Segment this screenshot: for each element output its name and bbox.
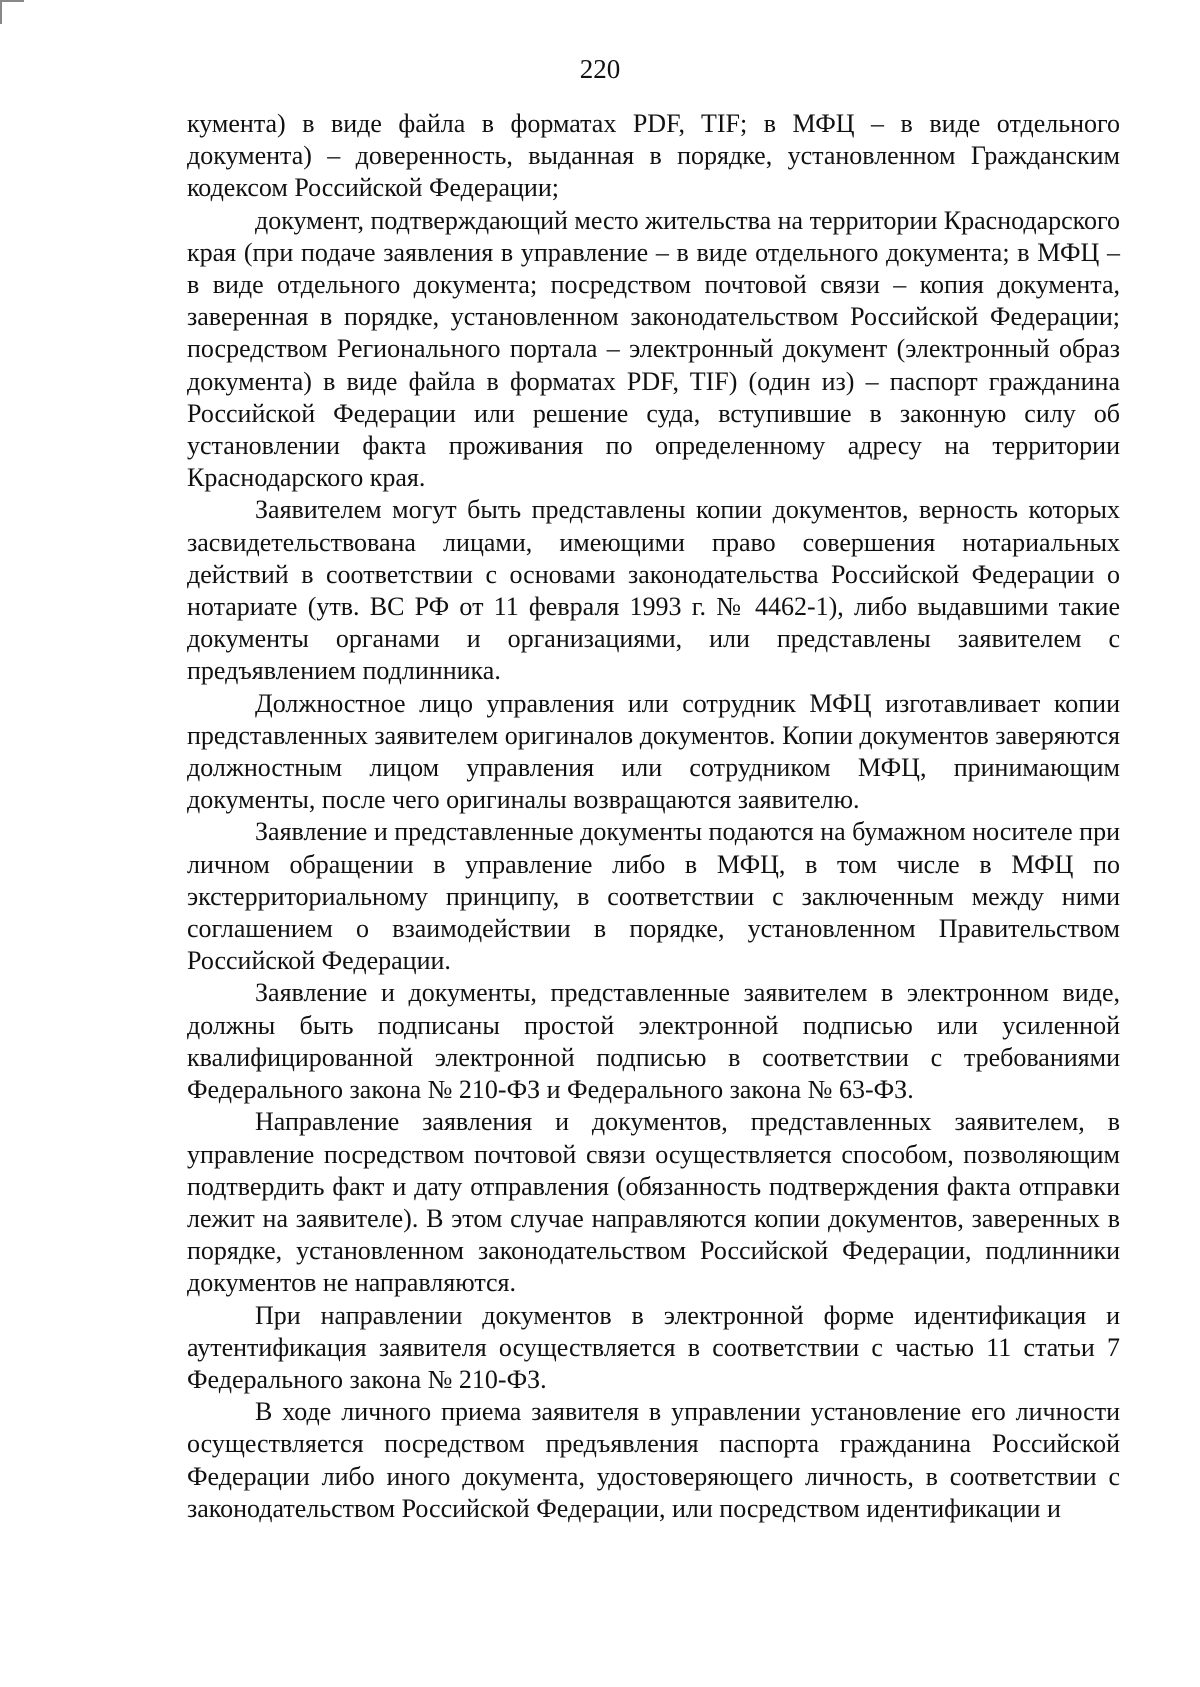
- page-number: 220: [579, 54, 621, 84]
- paragraph: Заявление и документы, представленные заявителем в электронном виде, должны быть подписаны простой электронной подписью или усиленной квалифицированной электронной подписью в соответствии с требованиями Федерального закона № 210-ФЗ и Федерального закона № 63-ФЗ.: [187, 978, 1120, 1105]
- paragraph: документ, подтверждающий место жительства на территории Краснодарского края (при подаче заявления в управление – в виде отдельного документа; в МФЦ – в виде отдельного документа; посредством почтовой связи – копия документа, заверенная в порядке, установленном законодательством Российской Федерации; посредством Регионального портала – электронный документ (электронный образ документа) в виде файла в форматах PDF, TIF) (один из) – паспорт гражданина Российской Федерации или решение суда, вступившие в законную силу об установлении факта проживания по определенному адресу на территории Краснодарского края.: [187, 205, 1120, 493]
- paragraph: Должностное лицо управления или сотрудник МФЦ изготавливает копии представленных заявителем оригиналов документов. Копии документов заверяются должностным лицом управления или сотрудником МФЦ, принимающим документы, после чего оригиналы возвращаются заявителю.: [187, 688, 1120, 815]
- paragraph-continuation: кумента) в виде файла в форматах PDF, TIF; в МФЦ – в виде отдельного документа) – доверенность, выданная в порядке, установленном Гражданским кодексом Российской Федерации;: [187, 109, 1120, 203]
- paragraph: Направление заявления и документов, представленных заявителем, в управление посредством почтовой связи осуществляется способом, позволяющим подтвердить факт и дату отправления (обязанность подтверждения факта отправки лежит на заявителе). В этом случае направляются копии документов, заверенных в порядке, установленном законодательством Российской Федерации, подлинники документов не направляются.: [187, 1107, 1120, 1298]
- paragraph: Заявление и представленные документы подаются на бумажном носителе при личном обращении в управление либо в МФЦ, в том числе в МФЦ по экстерриториальному принципу, в соответствии с заключенным между ними соглашением о взаимодействии в порядке, установленном Правительством Российской Федерации.: [187, 817, 1120, 976]
- paragraph: Заявителем могут быть представлены копии документов, верность которых засвидетельствована лицами, имеющими право совершения нотариальных действий в соответствии с основами законодательства Российской Федерации о нотариате (утв. ВС РФ от 11 февраля 1993 г. № 4462-1), либо выдавшими такие документы органами и организациями, или представлены заявителем с предъявлением подлинника.: [187, 495, 1120, 686]
- scan-corner-mark: [0, 0, 24, 24]
- document-body: [187, 108, 1120, 1525]
- paragraph: При направлении документов в электронной форме идентификация и аутентификация заявителя осуществляется в соответствии с частью 11 статьи 7 Федерального закона № 210-ФЗ.: [187, 1300, 1120, 1394]
- paragraph: В ходе личного приема заявителя в управлении установление его личности осуществляется посредством предъявления паспорта гражданина Российской Федерации либо иного документа, удостоверяющего личность, в соответствии с законодательством Российской Федерации, или посредством идентификации и: [187, 1397, 1120, 1523]
